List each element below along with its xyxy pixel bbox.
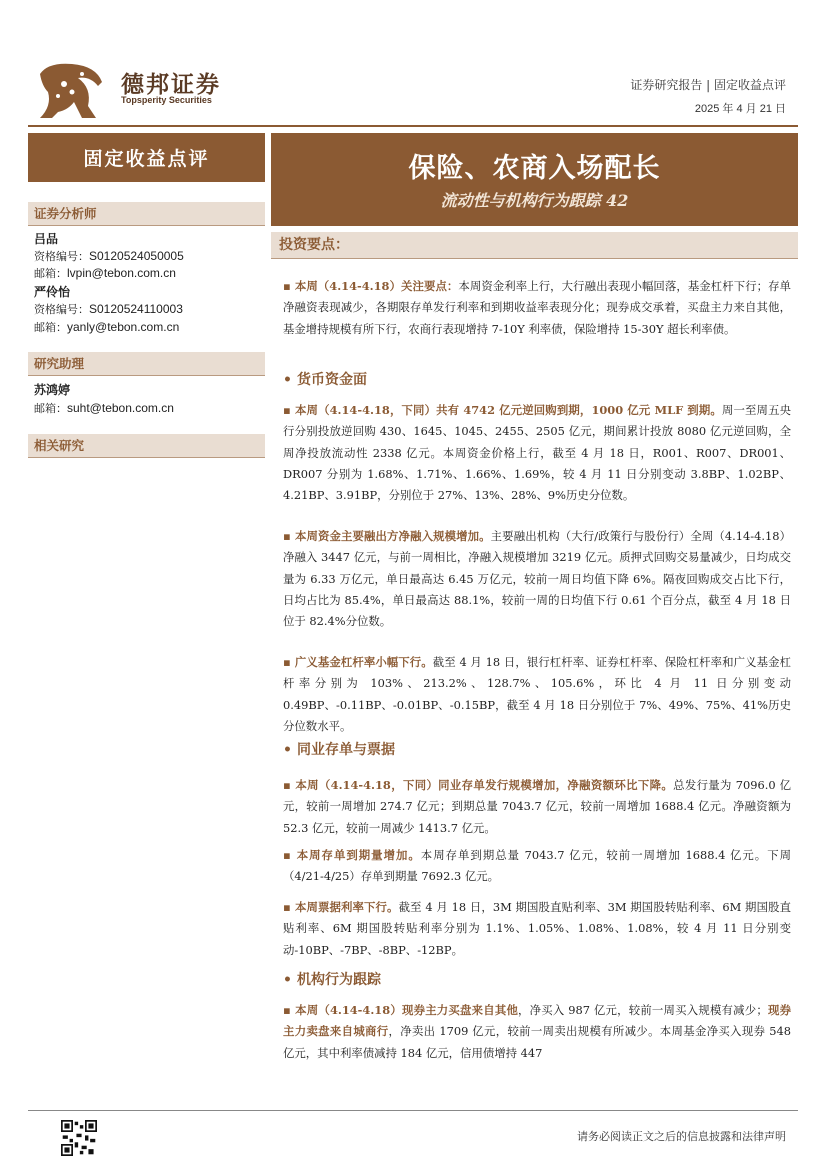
bullet-icon: ▪ — [283, 848, 297, 862]
bullet-icon: ▪ — [283, 1003, 296, 1017]
analyst-email[interactable]: 邮箱：lvpin@tebon.com.cn — [34, 266, 176, 280]
key-points-paragraph: ▪ 本周（4.14-4.18）关注要点：本周资金利率上行，大行融出表现小幅回落，基金杠杆下行；存单净融资表现减少，各期限存单发行利率和到期收益率表现分化；现券成交承着，买盘主力来自其他，基金增持规模有所下行，农商行表现增持 7-10Y 利率债，保险增持 15-30Y 超长利率债。 — [283, 279, 792, 336]
summary-paragraph: ▪ 广义基金杠杆率小幅下行。截至 4 月 18 日，银行杠杆率、证券杠杆率、保险杠杆率和广义基金杠杆率分别为 103%、213.2%、128.7%、105.6%，环比 4 月 11 日分别变动 0.49BP、-0.11BP、-0.01BP、-0.15BP，截至 4 月 18 日分别位于 7%、49%、75%、41%历史分位数水平。 — [283, 655, 791, 733]
header-divider — [28, 125, 798, 127]
summary-paragraph: ▪ 本周（4.14-4.18，下同）同业存单发行规模增加，净融资额环比下降。总发行量为 7096.0 亿元，较前一周增加 274.7 亿元；到期总量 7043.7 亿元，较前一周增加 1688.4 亿元。净融资额为 52.3 亿元，较前一周减少 1413.7 亿元。 — [283, 778, 791, 835]
analyst-name: 严伶怡 — [34, 285, 71, 299]
analyst-cert: 资格编号：S0120524050005 — [34, 249, 184, 263]
bullet-icon: ▪ — [283, 279, 295, 293]
summary-paragraph: ▪ 本周存单到期量增加。本周存单到期总量 7043.7 亿元，较前一周增加 1688.4 亿元。下周（4/21-4/25）存单到期量 7692.3 亿元。 — [283, 848, 791, 884]
analyst-heading: 证券分析师 — [28, 202, 265, 226]
bullet-icon: ▪ — [283, 403, 295, 417]
investment-highlights-heading: 投资要点： — [271, 232, 798, 259]
analyst-email[interactable]: 邮箱：yanly@tebon.com.cn — [34, 320, 180, 334]
report-date: 2025 年 4 月 21 日 — [694, 103, 786, 115]
assistant-heading: 研究助理 — [28, 352, 265, 376]
section-heading: • 机构行为跟踪 — [283, 972, 381, 988]
bullet-icon: • — [283, 972, 292, 988]
related-research-heading: 相关研究 — [28, 434, 265, 458]
bullet-icon: ▪ — [283, 655, 295, 669]
page-subtitle: 流动性与机构行为跟踪 42 — [440, 191, 629, 210]
tebon-logo-icon — [38, 62, 104, 120]
summary-paragraph: ▪ 本周（4.14-4.18，下同）共有 4742 亿元逆回购到期，1000 亿元 MLF 到期。周一至周五央行分别投放逆回购 430、1645、1045、2455、2505 亿元，期间累计投放 8080 亿元逆回购，全周净投放流动性 2338 亿元。本周资金价格上行，截至 4 月 18 日，R001、R007、DR001、DR007 分别为 1.68%、1.71%、1.66%、1.69%，较 4 月 11 日分别变动 3.8BP、1.02BP、4.21BP、3.91BP，分别位于 27%、13%、28%、9%历史分位数。 — [283, 403, 791, 503]
summary-paragraph: ▪ 本周票据利率下行。截至 4 月 18 日，3M 期国股直贴利率、3M 期国股转贴利率、6M 期国股直贴利率、6M 期国股转贴利率分别为 1.1%、1.05%、1.08%、1.08%，较 4 月 11 日分别变动-10BP、-7BP、-8BP、-12BP。 — [283, 900, 791, 957]
analyst-cert: 资格编号：S0120524110003 — [34, 302, 183, 316]
report-type: 证券研究报告 | 固定收益点评 — [630, 78, 786, 92]
section-heading: • 同业存单与票据 — [283, 742, 395, 758]
legal-disclaimer: 请务必阅读正文之后的信息披露和法律声明 — [577, 1130, 786, 1143]
bullet-icon: • — [283, 372, 292, 388]
summary-paragraph: ▪ 本周资金主要融出方净融入规模增加。主要融出机构（大行/政策行与股份行）全周（4.14-4.18）净融入 3447 亿元，与前一周相比，净融入规模增加 3219 亿元。质押式回购交易量减少，日均成交量为 6.33 万亿元，单日最高达 6.45 万亿元，较前一周日均值下降 6%。隔夜回购成交占比下行，日均占比为 85.4%，单日最高达 88.1%，较前一周的日均值下行 0.61 个百分点，截至 4 月 18 日位于 82.4%分位数。 — [283, 529, 791, 629]
qr-code-icon — [61, 1120, 97, 1156]
bullet-icon: ▪ — [283, 900, 295, 914]
assistant-email[interactable]: 邮箱：suht@tebon.com.cn — [34, 401, 174, 415]
analyst-name: 吕品 — [34, 232, 59, 246]
bullet-icon: ▪ — [283, 778, 296, 792]
title-banner — [271, 133, 798, 226]
summary-paragraph: ▪ 本周（4.14-4.18）现券主力买盘来自其他，净买入 987 亿元，较前一周买入规模有减少；现券主力卖盘来自城商行，净卖出 1709 亿元，较前一周卖出规模有所减少。本周基金净买入现券 548 亿元，其中利率债减持 184 亿元，信用债增持 447 — [283, 1003, 791, 1060]
assistant-name: 苏鸿婷 — [34, 383, 71, 397]
bullet-icon: ▪ — [283, 529, 295, 543]
brand-name: 德邦证券 — [121, 71, 221, 97]
footer-divider — [28, 1110, 798, 1111]
section-heading: • 货币资金面 — [283, 372, 367, 388]
report-category-banner: 固定收益点评 — [28, 133, 265, 182]
page-title: 保险、农商入场配长 — [408, 153, 661, 184]
brand-name-en: Topsperity Securities — [121, 95, 212, 105]
bullet-icon: • — [283, 742, 292, 758]
